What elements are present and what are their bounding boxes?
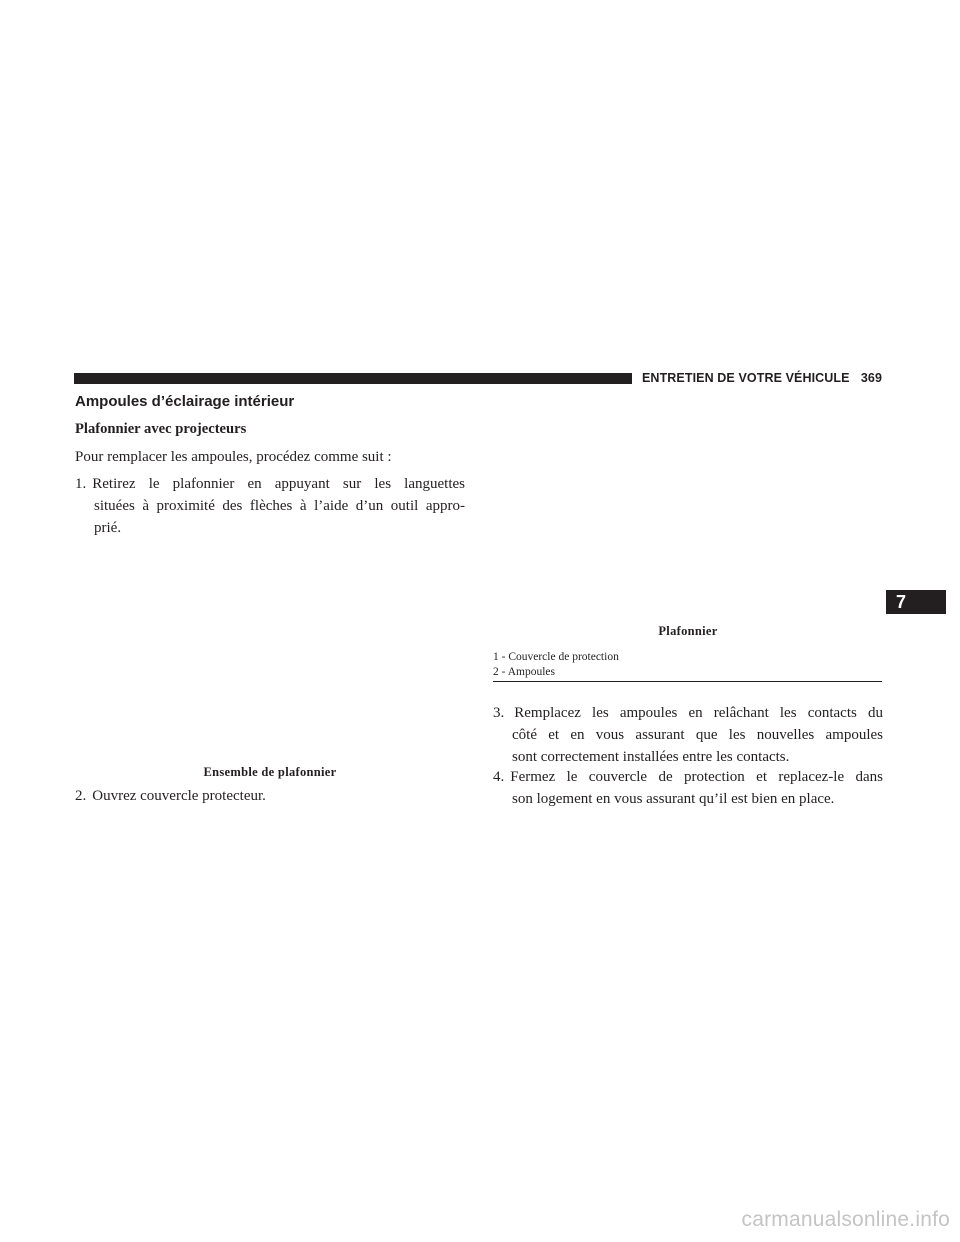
subsection-title: Plafonnier avec projecteurs — [75, 421, 247, 437]
section-title: Ampoules d’éclairage intérieur — [75, 393, 295, 410]
header-bar — [74, 373, 632, 384]
step-text-line: Remplacez les ampoules en relâchant les contacts du — [514, 705, 883, 721]
figure-caption-left: Ensemble de plafonnier — [203, 765, 337, 779]
step-4 — [493, 766, 883, 810]
running-header — [642, 369, 882, 387]
figure-legend — [493, 650, 883, 680]
step-text-line: Retirez le plafonnier en appuyant sur les languettes — [92, 476, 465, 492]
step-2 — [75, 785, 465, 807]
step-3 — [493, 702, 883, 768]
step-text-line: sont correctement installées entre les contacts. — [512, 749, 790, 765]
step-number: 3. — [493, 705, 505, 721]
step-text-line: prié. — [94, 520, 122, 536]
step-number: 2. — [75, 788, 87, 804]
step-text-line: son logement en vous assurant qu’il est bien en place. — [512, 791, 835, 807]
chapter-tab: 7 — [886, 590, 946, 614]
page-number: 369 — [860, 371, 882, 385]
figure-caption-right: Plafonnier — [658, 624, 718, 638]
step-1 — [75, 473, 465, 539]
legend-item: 1 - Couvercle de protection — [493, 651, 619, 663]
intro-paragraph: Pour remplacer les ampoules, procédez comme suit : — [75, 449, 392, 465]
legend-divider — [493, 681, 882, 682]
step-text-line: côté et en vous assurant que les nouvelles ampoules — [512, 727, 883, 743]
watermark: carmanualsonline.info — [741, 1208, 950, 1231]
header-section-title: ENTRETIEN DE VOTRE VÉHICULE — [642, 371, 850, 385]
step-text-line: Ouvrez couvercle protecteur. — [92, 788, 266, 804]
step-number: 4. — [493, 769, 505, 785]
step-text-line: Fermez le couvercle de protection et replacez-le dans — [510, 769, 883, 785]
step-number: 1. — [75, 476, 87, 492]
legend-item: 2 - Ampoules — [493, 666, 555, 678]
step-text-line: situées à proximité des flèches à l’aide d’un outil appro- — [94, 498, 465, 514]
